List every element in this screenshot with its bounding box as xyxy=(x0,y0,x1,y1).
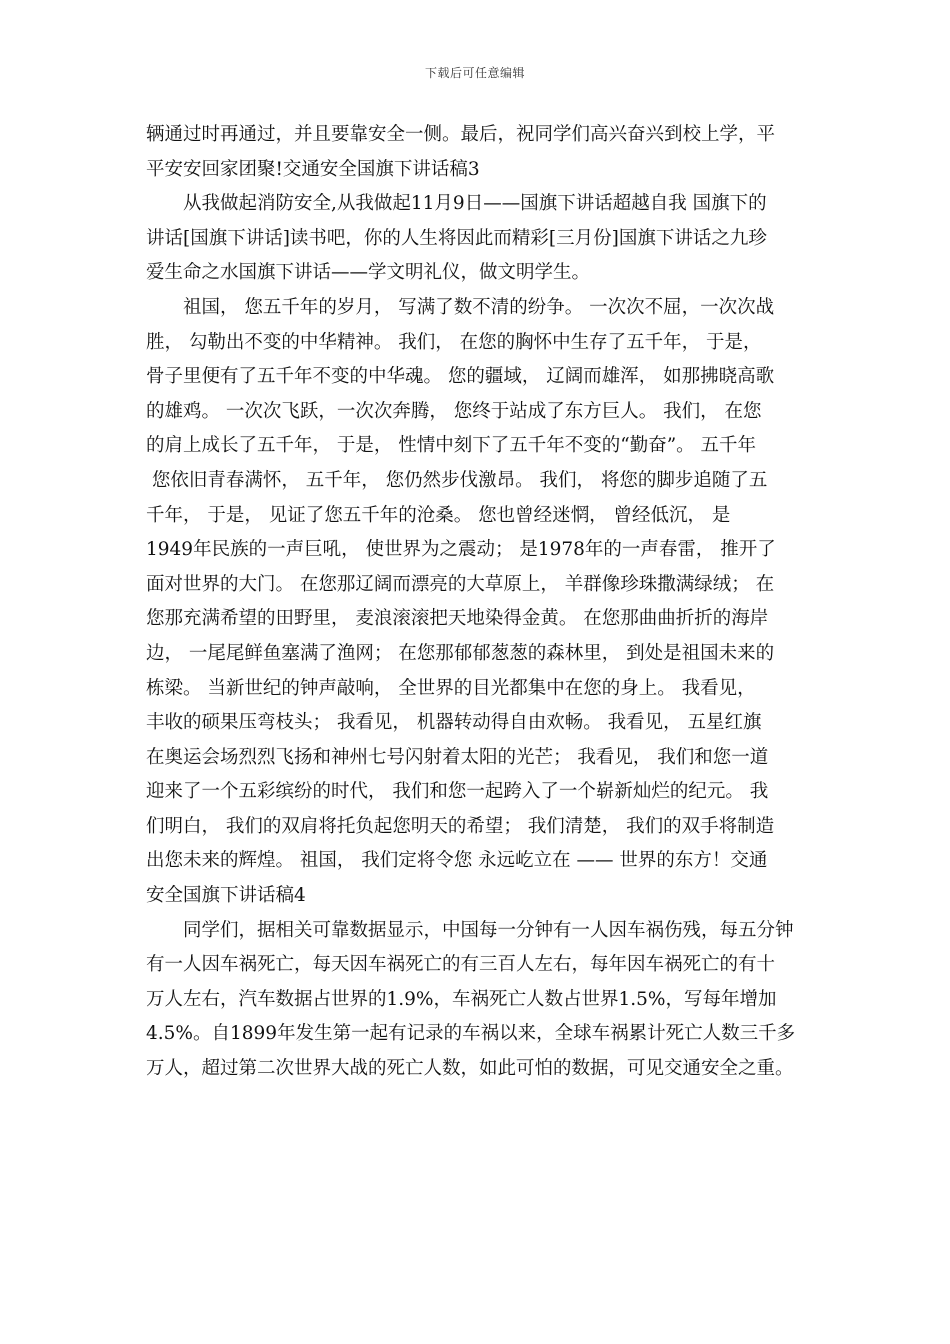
text-line: 的雄鸡。 一次次飞跃，一次次奔腾， 您终于站成了东方巨人。 我们， 在您 xyxy=(146,400,762,422)
text-line: 祖国， 您五千年的岁月， 写满了数不清的纷争。 一次次不屈，一次次战 xyxy=(146,296,775,318)
text-line: 平安安回家团聚!交通安全国旗下讲话稿3 xyxy=(146,158,480,180)
text-line: 骨子里便有了五千年不变的中华魂。 您的疆域， 辽阔而雄浑， 如那拂晓高歌 xyxy=(146,366,775,388)
text-line: 丰收的硕果压弯枝头； 我看见， 机器转动得自由欢畅。 我看见， 五星红旗 xyxy=(146,712,762,734)
text-line: 安全国旗下讲话稿4 xyxy=(146,885,306,907)
text-line: 同学们，据相关可靠数据显示，中国每一分钟有一人因车祸伤残，每五分钟 xyxy=(146,919,794,941)
text-line: 面对世界的大门。 在您那辽阔而漂亮的大草原上， 羊群像珍珠撒满绿绒； 在 xyxy=(146,573,775,595)
page-header: 下载后可任意编辑 xyxy=(424,66,525,80)
text-line: 迎来了一个五彩缤纷的时代， 我们和您一起跨入了一个崭新灿烂的纪元。 我 xyxy=(146,781,769,803)
text-line: 出您未来的辉煌。 祖国， 我们定将令您 永远屹立在 —— 世界的东方！交通 xyxy=(146,850,768,872)
text-line: 的肩上成长了五千年， 于是， 性情中刻下了五千年不变的“勤奋”。 五千年 xyxy=(146,435,757,457)
text-line: 有一人因车祸死亡，每天因车祸死亡的有三百人左右，每年因车祸死亡的有十 xyxy=(146,954,776,976)
text-line: 您依旧青春满怀， 五千年， 您仍然步伐激昂。 我们， 将您的脚步追随了五 xyxy=(146,469,768,491)
text-line: 讲话[国旗下讲话]读书吧，你的人生将因此而精彩[三月份]国旗下讲话之九珍 xyxy=(146,227,767,249)
text-line: 从我做起消防安全,从我做起11月9日——国旗下讲话超越自我 国旗下的 xyxy=(146,193,767,215)
text-line: 万人左右，汽车数据占世界的1.9%，车祸死亡人数占世界1.5%，写每年增加 xyxy=(146,988,777,1010)
text-line: 胜， 勾勒出不变的中华精神。 我们， 在您的胸怀中生存了五千年， 于是， xyxy=(146,331,762,353)
text-line: 爱生命之水国旗下讲话——学文明礼仪，做文明学生。 xyxy=(146,262,591,284)
text-line: 您那充满希望的田野里， 麦浪滚滚把天地染得金黄。 在您那曲曲折折的海岸 xyxy=(146,608,769,630)
text-line: 1949年民族的一声巨吼， 使世界为之震动； 是1978年的一声春雷， 推开了 xyxy=(146,539,776,561)
text-line: 边， 一尾尾鲜鱼塞满了渔网； 在您那郁郁葱葱的森林里， 到处是祖国未来的 xyxy=(146,642,775,664)
body-text xyxy=(146,118,822,1087)
text-line: 辆通过时再通过，并且要靠安全一侧。最后，祝同学们高兴奋兴到校上学，平 xyxy=(146,124,776,145)
text-line: 们明白， 我们的双肩将托负起您明天的希望； 我们清楚， 我们的双手将制造 xyxy=(146,815,775,837)
text-line: 4.5%。自1899年发生第一起有记录的车祸以来，全球车祸累计死亡人数三千多 xyxy=(146,1023,796,1045)
text-line: 千年， 于是， 见证了您五千年的沧桑。 您也曾经迷惘， 曾经低沉， 是 xyxy=(146,504,731,526)
text-line: 万人，超过第二次世界大战的死亡人数，如此可怕的数据，可见交通安全之重。 xyxy=(146,1058,794,1080)
text-line: 在奥运会场烈烈飞扬和神州七号闪射着太阳的光芒； 我看见， 我们和您一道 xyxy=(146,746,769,768)
text-line: 栋梁。 当新世纪的钟声敲响， 全世界的目光都集中在您的身上。 我看见， xyxy=(146,677,756,699)
